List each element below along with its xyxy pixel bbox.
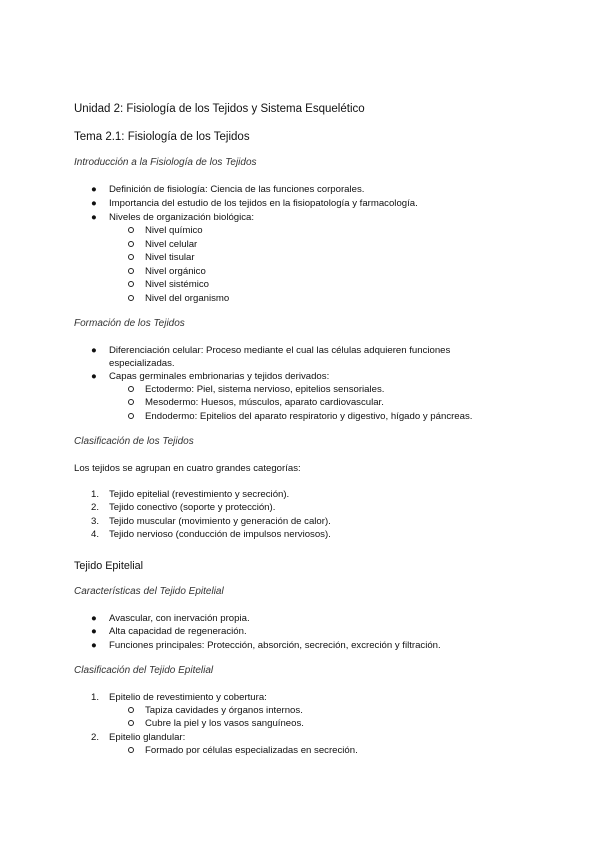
circle-bullet-icon <box>128 413 134 419</box>
intro-heading: Introducción a la Fisiología de los Tejidos <box>74 157 257 168</box>
circle-bullet-icon <box>128 295 134 301</box>
sub-list-item: Nivel del organismo <box>145 293 230 304</box>
bullet-icon: ● <box>91 198 97 209</box>
list-item: Definición de fisiología: Ciencia de las funciones corporales. <box>109 184 365 195</box>
bullet-icon: ● <box>91 640 97 651</box>
circle-bullet-icon <box>128 386 134 392</box>
list-number: 2. <box>91 732 100 743</box>
list-number: 2. <box>91 502 100 513</box>
list-item: Tejido nervioso (conducción de impulsos nerviosos). <box>109 529 331 540</box>
topic-title: Tema 2.1: Fisiología de los Tejidos <box>74 131 250 143</box>
circle-bullet-icon <box>128 747 134 753</box>
sub-list-item: Nivel celular <box>145 239 198 250</box>
bullet-icon: ● <box>91 626 97 637</box>
bullet-icon: ● <box>91 212 97 223</box>
classification-intro: Los tejidos se agrupan en cuatro grandes categorías: <box>74 463 301 474</box>
list-item: Tejido conectivo (soporte y protección). <box>109 502 276 513</box>
formation-heading: Formación de los Tejidos <box>74 318 185 329</box>
circle-bullet-icon <box>128 399 134 405</box>
circle-bullet-icon <box>128 241 134 247</box>
bullet-icon: ● <box>91 371 97 382</box>
sub-list-item: Tapiza cavidades y órganos internos. <box>145 705 303 716</box>
sub-list-item: Formado por células especializadas en secreción. <box>145 745 358 756</box>
sub-list-item: Mesodermo: Huesos, músculos, aparato cardiovascular. <box>145 397 384 408</box>
sub-list-item: Endodermo: Epitelios del aparato respiratorio y digestivo, hígado y páncreas. <box>145 411 473 422</box>
circle-bullet-icon <box>128 254 134 260</box>
circle-bullet-icon <box>128 268 134 274</box>
list-item: Capas germinales embrionarias y tejidos derivados: <box>109 371 330 382</box>
list-item: Alta capacidad de regeneración. <box>109 626 247 637</box>
characteristics-heading: Características del Tejido Epitelial <box>74 586 224 597</box>
sub-list-item: Ectodermo: Piel, sistema nervioso, epitelios sensoriales. <box>145 384 385 395</box>
list-number: 4. <box>91 529 100 540</box>
circle-bullet-icon <box>128 227 134 233</box>
list-item: Epitelio de revestimiento y cobertura: <box>109 692 267 703</box>
list-item: Tejido muscular (movimiento y generación de calor). <box>109 516 331 527</box>
circle-bullet-icon <box>128 281 134 287</box>
list-item-continuation: especializadas. <box>109 358 175 369</box>
list-number: 3. <box>91 516 100 527</box>
list-item: Tejido epitelial (revestimiento y secreción). <box>109 489 290 500</box>
list-item: Avascular, con inervación propia. <box>109 613 250 624</box>
list-item: Funciones principales: Protección, absorción, secreción, excreción y filtración. <box>109 640 441 651</box>
list-item: Epitelio glandular: <box>109 732 186 743</box>
unit-title: Unidad 2: Fisiología de los Tejidos y Sistema Esquelético <box>74 103 365 115</box>
list-number: 1. <box>91 692 100 703</box>
list-item: Importancia del estudio de los tejidos en la fisiopatología y farmacología. <box>109 198 418 209</box>
bullet-icon: ● <box>91 345 97 356</box>
epi-class-heading: Clasificación del Tejido Epitelial <box>74 665 214 676</box>
bullet-icon: ● <box>91 613 97 624</box>
sub-list-item: Nivel orgánico <box>145 266 206 277</box>
sub-list-item: Nivel químico <box>145 225 203 236</box>
circle-bullet-icon <box>128 720 134 726</box>
list-number: 1. <box>91 489 100 500</box>
bullet-icon: ● <box>91 184 97 195</box>
sub-list-item: Nivel tisular <box>145 252 195 263</box>
list-item: Niveles de organización biológica: <box>109 212 255 223</box>
epithelial-title: Tejido Epitelial <box>74 560 144 572</box>
classification-heading: Clasificación de los Tejidos <box>74 436 194 447</box>
sub-list-item: Nivel sistémico <box>145 279 209 290</box>
sub-list-item: Cubre la piel y los vasos sanguíneos. <box>145 718 304 729</box>
list-item: Diferenciación celular: Proceso mediante el cual las células adquieren funciones <box>109 345 451 356</box>
circle-bullet-icon <box>128 707 134 713</box>
